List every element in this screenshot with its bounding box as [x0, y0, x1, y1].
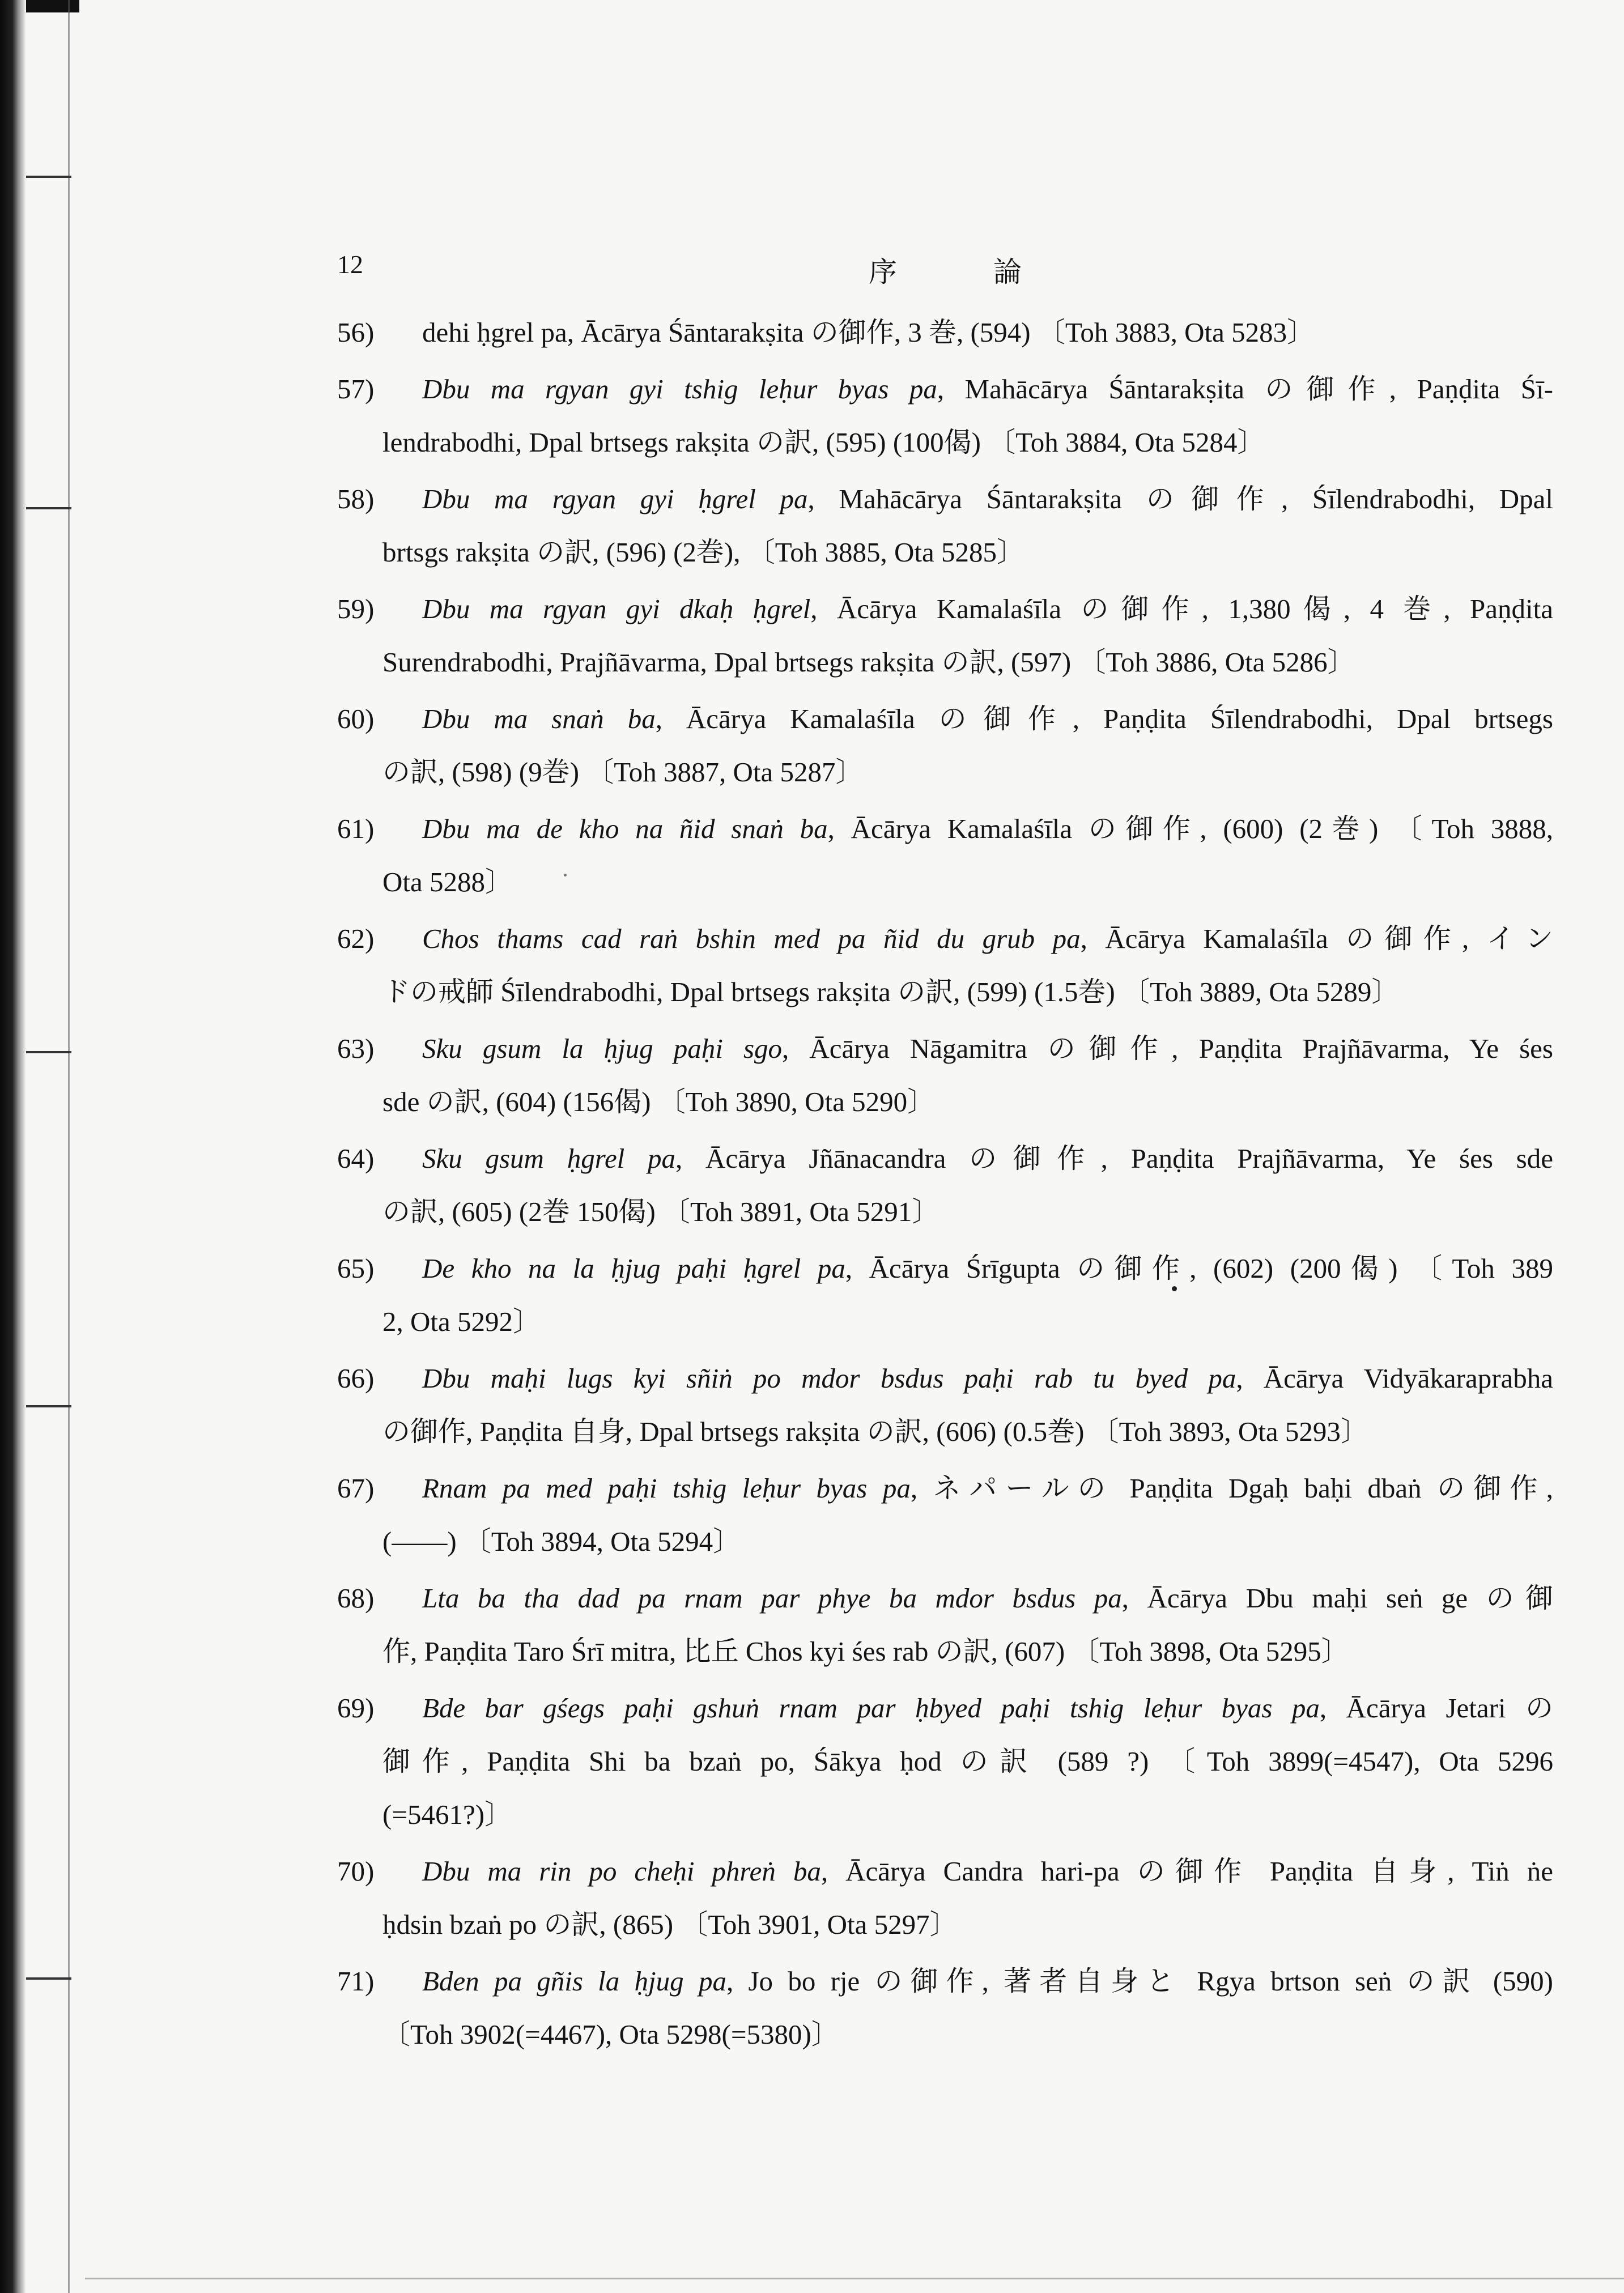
entry-number: 64) [337, 1143, 375, 1174]
entry-text: brtsgs rakṣita の訳, (596) (2巻), 〔Toh 3885, Ota 5285〕 [382, 537, 1024, 568]
entry-text: , Mahācārya Śāntarakṣita の御作, Śīlendrabodhi, Dpal [807, 483, 1553, 514]
entry-line [337, 1515, 1553, 1568]
entry-line [337, 1955, 1553, 2008]
work-title: Bde bar gśegs paḥi gshuṅ rnam par ḥbyed paḥi tshig leḥur byas pa [422, 1692, 1320, 1724]
entry-text: の訳, (598) (9巻) 〔Toh 3887, Ota 5287〕 [382, 756, 864, 788]
entry-line [337, 1682, 1553, 1735]
entry-text: の訳, (605) (2巻 150偈) 〔Toh 3891, Ota 5291〕 [382, 1196, 940, 1227]
entry-text: ḥdsin bzaṅ po の訳, (865) 〔Toh 3901, Ota 5297〕 [382, 1909, 958, 1940]
scan-speck [1172, 1286, 1177, 1291]
entry-text: , Ācārya Dbu maḥi seṅ ge の御 [1121, 1582, 1553, 1614]
entry-number: 60) [337, 703, 375, 734]
entry-line [337, 692, 1553, 746]
entry-line [337, 746, 1553, 799]
work-title: Dbu ma rgyan gyi dkaḥ ḥgrel [422, 593, 811, 624]
bibliography-entry [337, 306, 1553, 359]
entry-text: , Ācārya Jetari の [1319, 1692, 1554, 1724]
bibliography-entry [337, 582, 1553, 689]
bibliography-entry [337, 912, 1553, 1019]
scan-edge-mark [26, 176, 71, 178]
entry-text: lendrabodhi, Dpal brtsegs rakṣita の訳, (595) (100偈) 〔Toh 3884, Ota 5284〕 [382, 427, 1265, 458]
entry-number: 67) [337, 1473, 375, 1504]
bibliography-entry [337, 473, 1553, 579]
entry-text: (=5461?)〕 [382, 1799, 513, 1830]
entry-line [337, 363, 1553, 416]
entry-line [337, 1405, 1553, 1458]
entry-text: , Ācārya Nāgamitra の御作, Paṇḍita Prajñāvarma, Ye śes [782, 1033, 1553, 1064]
entry-line [337, 1242, 1553, 1295]
entry-text: , Ācārya Jñānacandra の御作, Paṇḍita Prajñāvarma, Ye śes sde [675, 1143, 1553, 1174]
entry-text: , Ācārya Kamalaśīla の御作, (600) (2巻) 〔Toh 3888, [827, 813, 1554, 844]
entry-text: Ota 5288〕 [382, 866, 513, 897]
entry-number: 71) [337, 1966, 375, 1997]
entry-text: , Ācārya Kamalaśīla の御作, 1,380偈, 4 巻, Paṇḍita [810, 593, 1553, 624]
page-title: 序 論 [869, 256, 1056, 288]
entry-line [337, 802, 1553, 856]
entry-text: , Mahācārya Śāntarakṣita の御作, Paṇḍita Śī- [937, 373, 1553, 405]
entry-line [337, 965, 1553, 1019]
entry-number: 68) [337, 1582, 375, 1614]
work-title: Bden pa gñis la ḥjug pa [422, 1966, 726, 1997]
work-title: Dbu ma snaṅ ba [422, 703, 656, 734]
entry-text: 〔Toh 3902(=4467), Ota 5298(=5380)〕 [382, 2019, 839, 2050]
entry-text: , Ācārya Śrīgupta の御作, (602) (200偈) 〔Toh 389 [845, 1253, 1553, 1284]
scan-bottom-rule [85, 2278, 1624, 2279]
bibliography-entry [337, 1462, 1553, 1568]
bibliography-entry [337, 1132, 1553, 1239]
entry-line [337, 526, 1553, 579]
entry-number: 70) [337, 1856, 375, 1887]
work-title: Dbu maḥi lugs kyi sñiṅ po mdor bsdus paḥi rab tu byed pa [422, 1363, 1236, 1394]
bibliography-entry [337, 802, 1553, 909]
entry-text: , Ācārya Kamalaśīla の御作, Paṇḍita Śīlendrabodhi, Dpal brtsegs [655, 703, 1554, 734]
scan-speck [564, 874, 567, 877]
entry-line [337, 912, 1553, 965]
page-number: 12 [337, 250, 363, 279]
entry-line [337, 1132, 1553, 1185]
bibliography-entry [337, 1845, 1553, 1951]
entry-number: 62) [337, 923, 375, 954]
entry-line [337, 416, 1553, 469]
entry-text: 御作, Paṇḍita Shi ba bzaṅ po, Śākya ḥod の訳 (589 ?) 〔Toh 3899(=4547), Ota 5296 [382, 1746, 1553, 1777]
scan-binding-edge [0, 0, 26, 2293]
scan-edge-mark [26, 507, 71, 509]
entry-line [337, 1625, 1553, 1678]
work-title: Lta ba tha dad pa rnam par phye ba mdor bsdus pa [422, 1582, 1122, 1614]
work-title: Dbu ma rgyan gyi tshig leḥur byas pa [422, 373, 937, 405]
entry-line [337, 1898, 1553, 1951]
work-title: Chos thams cad raṅ bshin med pa ñid du grub pa [422, 923, 1081, 954]
entry-line [337, 636, 1553, 689]
entry-number: 61) [337, 813, 375, 844]
bibliography-entry [337, 363, 1553, 469]
entry-line [337, 1185, 1553, 1239]
entry-text: Surendrabodhi, Prajñāvarma, Dpal brtsegs rakṣita の訳, (597) 〔Toh 3886, Ota 5286〕 [382, 646, 1355, 678]
entry-number: 66) [337, 1363, 375, 1394]
bibliography-entry [337, 1682, 1553, 1841]
entry-line [337, 1022, 1553, 1075]
entry-line [337, 1735, 1553, 1788]
entry-number: 69) [337, 1692, 375, 1724]
bibliography-entry [337, 1955, 1553, 2061]
work-title: De kho na la ḥjug paḥi ḥgrel pa [422, 1253, 845, 1284]
work-title: Dbu ma rin po cheḥi phreṅ ba [422, 1856, 821, 1887]
entry-text: sde の訳, (604) (156偈) 〔Toh 3890, Ota 5290〕 [382, 1086, 936, 1117]
entry-line [337, 1845, 1553, 1898]
work-title: Rnam pa med paḥi tshig leḥur byas pa [422, 1473, 911, 1504]
scan-binding-rule [68, 0, 70, 2293]
work-title: Sku gsum la ḥjug paḥi sgo [422, 1033, 783, 1064]
entry-number: 58) [337, 483, 375, 514]
entry-text: , Jo bo rje の御作, 著者自身と Rgya brtson seṅ の訳 (590) [726, 1966, 1553, 1997]
work-title: Dbu ma de kho na ñid snaṅ ba [422, 813, 828, 844]
entry-text: dehi ḥgrel pa, Ācārya Śāntarakṣita の御作, 3 巻, (594) 〔Toh 3883, Ota 5283〕 [422, 317, 1315, 348]
entry-line [337, 1075, 1553, 1129]
entry-line [337, 1352, 1553, 1405]
scan-edge-mark [26, 1051, 71, 1053]
entry-number: 63) [337, 1033, 375, 1064]
entry-text: , ネパールの Paṇḍita Dgaḥ baḥi dbaṅ の御作, [910, 1473, 1553, 1504]
entry-line [337, 1295, 1553, 1348]
entry-text: , Ācārya Candra hari-pa の御作 Paṇḍita 自身, Tiṅ ṅe [820, 1856, 1553, 1887]
entry-text: , Ācārya Vidyākaraprabha [1236, 1363, 1554, 1394]
bibliography-list [337, 306, 1553, 2065]
entry-line [337, 473, 1553, 526]
bibliography-entry [337, 692, 1553, 799]
bibliography-entry [337, 1572, 1553, 1678]
entry-number: 59) [337, 593, 375, 624]
bibliography-entry [337, 1022, 1553, 1129]
entry-line [337, 2008, 1553, 2061]
entry-number: 57) [337, 373, 375, 405]
work-title: Sku gsum ḥgrel pa [422, 1143, 676, 1174]
entry-text: の御作, Paṇḍita 自身, Dpal brtsegs rakṣita の訳, (606) (0.5巻) 〔Toh 3893, Ota 5293〕 [382, 1416, 1368, 1447]
scan-edge-mark [26, 1405, 71, 1407]
entry-line [337, 856, 1553, 909]
entry-text: 作, Paṇḍita Taro Śrī mitra, 比丘 Chos kyi śes rab の訳, (607) 〔Toh 3898, Ota 5295〕 [382, 1636, 1349, 1667]
entry-text: 2, Ota 5292〕 [382, 1306, 541, 1337]
entry-line [337, 306, 1553, 359]
entry-text: (——) 〔Toh 3894, Ota 5294〕 [382, 1526, 741, 1557]
entry-text: , Ācārya Kamalaśīla の御作, イン [1080, 923, 1553, 954]
running-head [337, 249, 1553, 295]
work-title: Dbu ma rgyan gyi ḥgrel pa [422, 483, 808, 514]
bibliography-entry [337, 1242, 1553, 1348]
entry-line [337, 582, 1553, 636]
bibliography-entry [337, 1352, 1553, 1458]
entry-number: 56) [337, 317, 375, 348]
entry-line [337, 1462, 1553, 1515]
entry-number: 65) [337, 1253, 375, 1284]
scan-edge-mark [26, 1977, 71, 1980]
entry-line [337, 1788, 1553, 1841]
entry-line [337, 1572, 1553, 1625]
entry-text: ドの戒師 Śīlendrabodhi, Dpal brtsegs rakṣita の訳, (599) (1.5巻) 〔Toh 3889, Ota 5289〕 [382, 976, 1400, 1007]
